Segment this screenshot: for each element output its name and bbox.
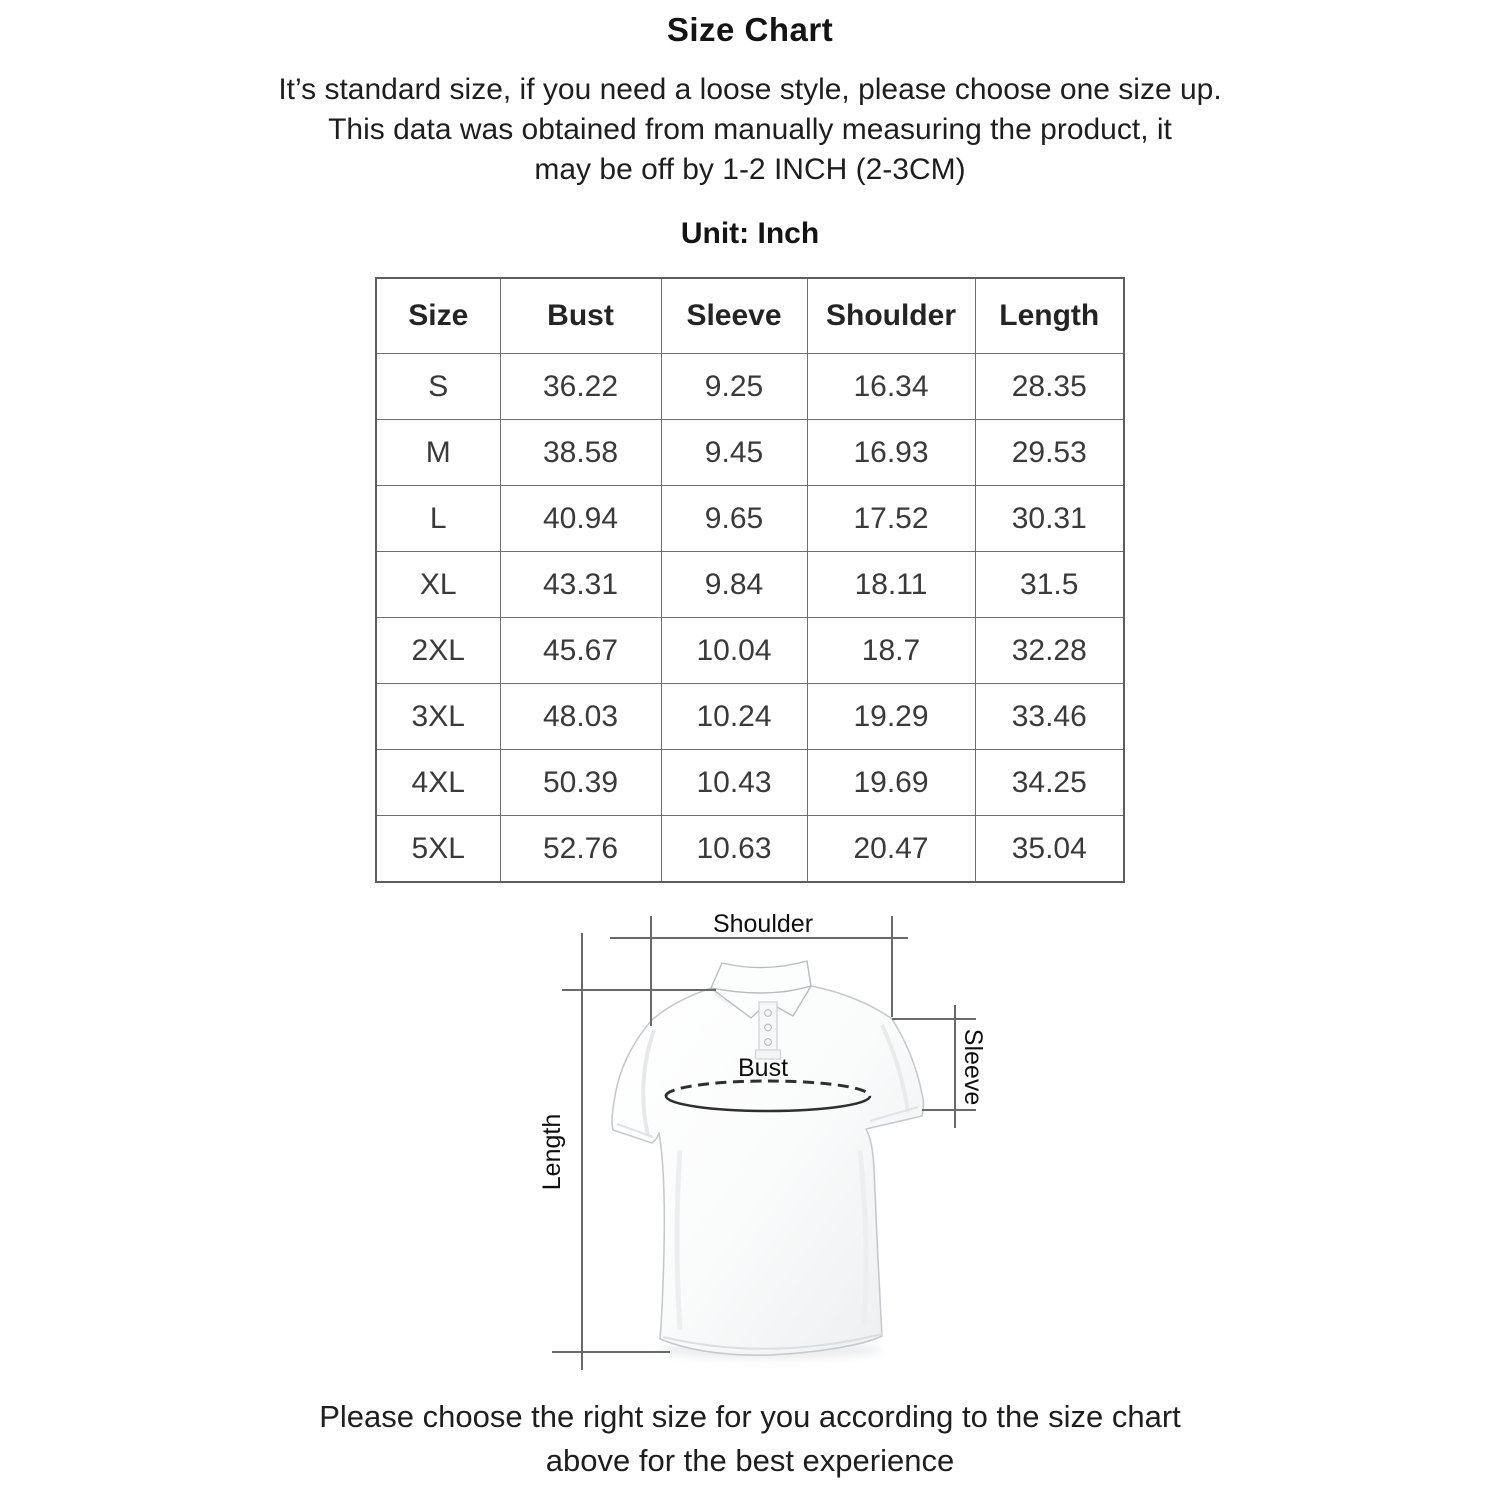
shirt-button (765, 1039, 772, 1046)
table-cell: 10.24 (661, 684, 807, 750)
table-cell: 30.31 (975, 486, 1124, 552)
table-cell: 3XL (376, 684, 500, 750)
shirt-collar (711, 961, 811, 993)
table-cell: 45.67 (500, 618, 661, 684)
table-cell: 17.52 (807, 486, 975, 552)
table-cell: 28.35 (975, 354, 1124, 420)
table-cell: S (376, 354, 500, 420)
table-cell: 33.46 (975, 684, 1124, 750)
intro-line: This data was obtained from manually measuring the product, it (328, 113, 1172, 146)
shirt-button (765, 1024, 772, 1031)
table-cell: 10.43 (661, 750, 807, 816)
column-header-length: Length (975, 278, 1124, 354)
table-cell: 50.39 (500, 750, 661, 816)
table-cell: 4XL (376, 750, 500, 816)
size-table-header (376, 278, 1124, 354)
table-cell: 29.53 (975, 420, 1124, 486)
table-cell: 9.25 (661, 354, 807, 420)
table-cell: 2XL (376, 618, 500, 684)
footer-line: Please choose the right size for you according to the size chart (319, 1399, 1181, 1434)
table-cell: 32.28 (975, 618, 1124, 684)
unit-label: Unit: Inch (680, 217, 820, 250)
polo-shirt-illustration (612, 961, 924, 1355)
table-row (376, 486, 1124, 552)
page-title: Size Chart (666, 11, 834, 48)
table-cell: 9.45 (661, 420, 807, 486)
table-cell: 19.29 (807, 684, 975, 750)
table-cell: 10.63 (661, 816, 807, 883)
intro-line: It’s standard size, if you need a loose style, please choose one size up. (278, 73, 1222, 106)
table-row (376, 552, 1124, 618)
column-header-bust: Bust (500, 278, 661, 354)
column-header-size: Size (376, 278, 500, 354)
table-cell: 34.25 (975, 750, 1124, 816)
table-cell: 10.04 (661, 618, 807, 684)
table-cell: 9.65 (661, 486, 807, 552)
size-table (375, 277, 1125, 883)
table-cell: L (376, 486, 500, 552)
table-row (376, 420, 1124, 486)
footer-text (0, 1395, 1500, 1483)
shirt-button (765, 1010, 772, 1017)
table-cell: 9.84 (661, 552, 807, 618)
footer-line: above for the best experience (545, 1443, 955, 1478)
length-label: Length (538, 1113, 566, 1191)
intro-text (0, 70, 1500, 190)
table-cell: 40.94 (500, 486, 661, 552)
table-cell: 31.5 (975, 552, 1124, 618)
table-cell: 48.03 (500, 684, 661, 750)
bust-label: Bust (737, 1054, 789, 1082)
column-header-sleeve: Sleeve (661, 278, 807, 354)
table-cell: 38.58 (500, 420, 661, 486)
table-cell: 19.69 (807, 750, 975, 816)
table-cell: 52.76 (500, 816, 661, 883)
table-cell: 35.04 (975, 816, 1124, 883)
table-row (376, 618, 1124, 684)
table-row (376, 750, 1124, 816)
table-header-row (376, 278, 1124, 354)
table-cell: 43.31 (500, 552, 661, 618)
shoulder-label: Shoulder (712, 910, 814, 938)
size-table-body (376, 354, 1124, 883)
table-row (376, 354, 1124, 420)
table-cell: 16.93 (807, 420, 975, 486)
table-cell: 18.7 (807, 618, 975, 684)
shirt-measurement-diagram (530, 900, 1010, 1380)
table-row (376, 684, 1124, 750)
table-row (376, 816, 1124, 883)
table-cell: M (376, 420, 500, 486)
column-header-shoulder: Shoulder (807, 278, 975, 354)
table-cell: 36.22 (500, 354, 661, 420)
table-cell: 20.47 (807, 816, 975, 883)
table-cell: XL (376, 552, 500, 618)
sleeve-label: Sleeve (959, 1028, 987, 1106)
intro-line: may be off by 1-2 INCH (2-3CM) (534, 153, 966, 186)
table-cell: 5XL (376, 816, 500, 883)
table-cell: 18.11 (807, 552, 975, 618)
table-cell: 16.34 (807, 354, 975, 420)
